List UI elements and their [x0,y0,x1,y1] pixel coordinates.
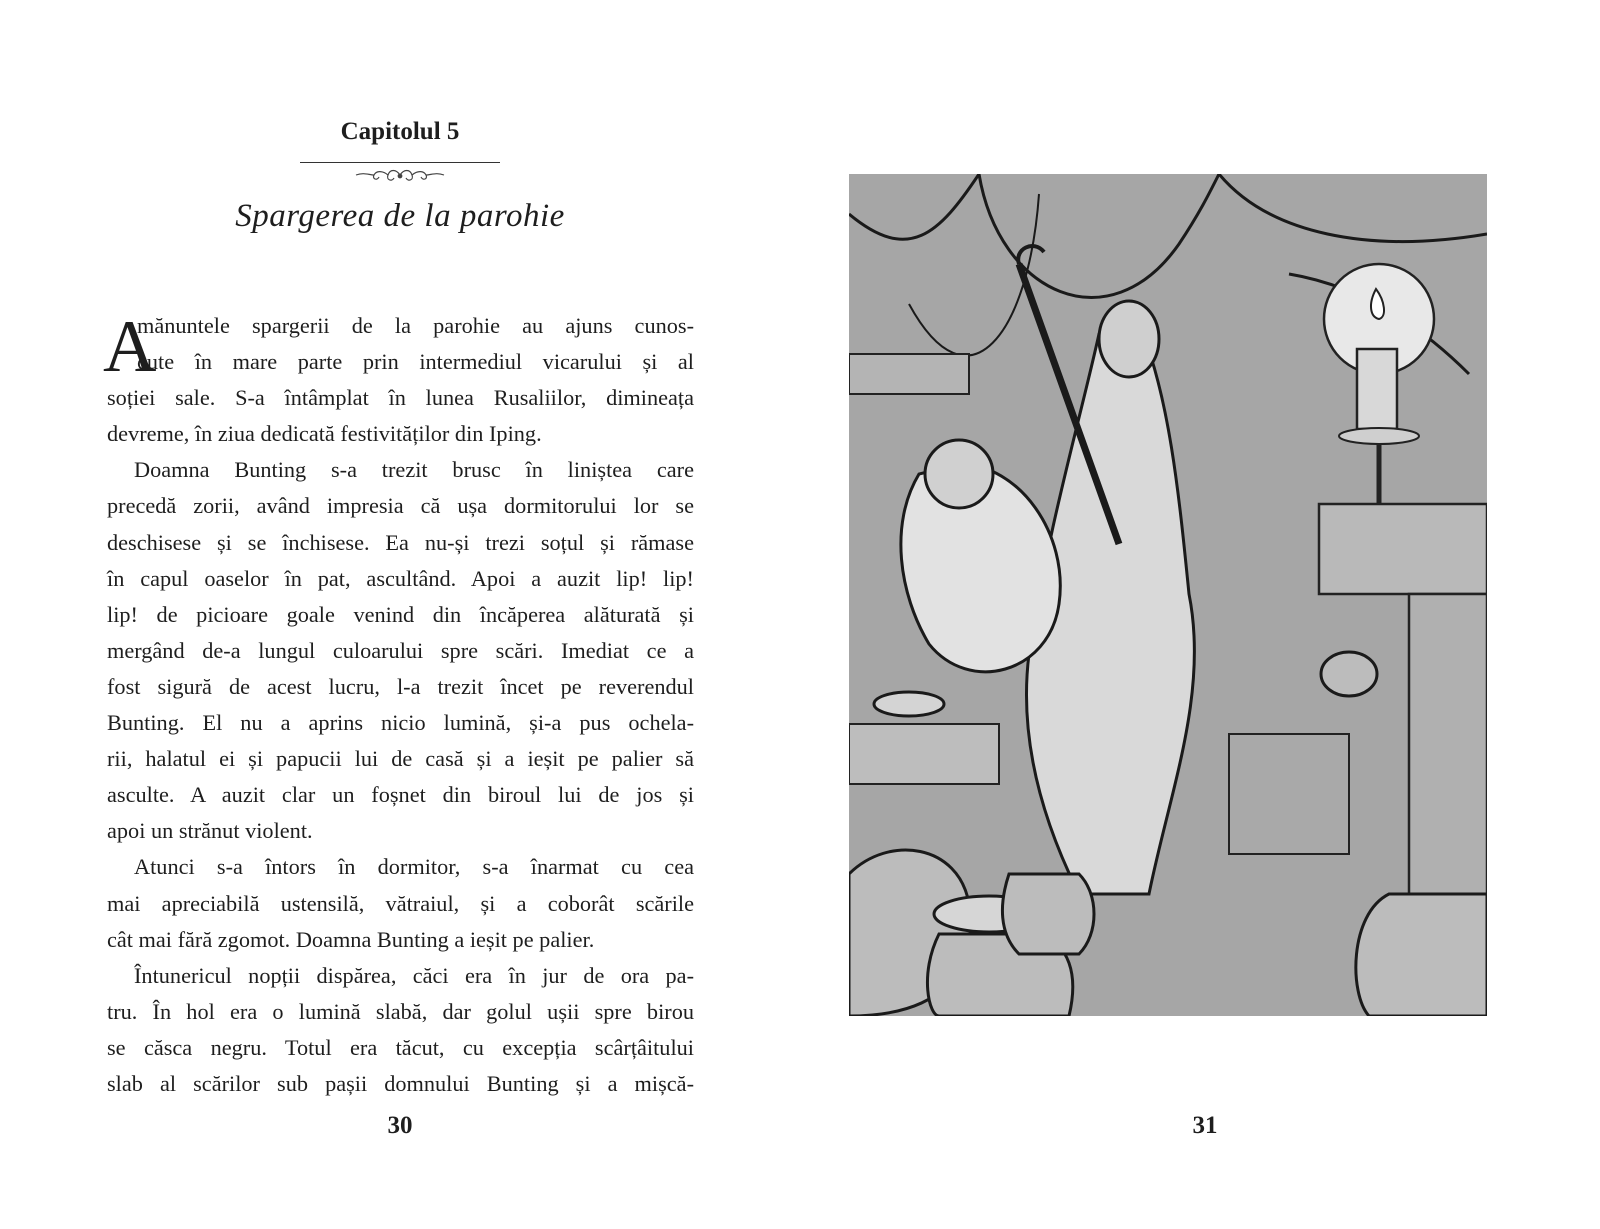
text-line: mergând de-a lungul culoarului spre scări. Imediat ce a [107,637,694,663]
text-line: soției sale. S-a întâmplat în lunea Rusaliilor, dimineața [107,385,694,411]
text-line: Întunericul nopții dispărea, căci era în jur de ora pa- [134,962,694,988]
text-line: fost sigură de acest lucru, l-a trezit încet pe reverendul [107,673,694,699]
text-line: deschisese și se închisese. Ea nu-și trezi soțul și rămase [107,529,694,555]
page-number-left: 30 [387,1112,413,1139]
text-line: cât mai fără zgomot. Doamna Bunting a ieșit pe palier. [107,926,595,952]
text-line: Bunting. El nu a aprins nicio lumină, și-a pus ochela- [107,710,694,736]
text-line: rii, halatul ei și papucii lui de casă și a ieșit pe palier să [107,746,694,772]
chapter-title: Spargerea de la parohie [235,198,565,234]
paragraph [107,849,694,957]
text-line: slab al scărilor sub pașii domnului Bunting și a mișcă- [107,1070,694,1096]
text-line: tru. În hol era o lumină slabă, dar golul ușii spre birou [107,998,694,1024]
chapter-divider [300,162,500,163]
text-line: se căsca negru. Totul era tăcut, cu excepția scârțâitului [107,1034,694,1060]
text-line: mănuntele spargerii de la parohie au ajuns cunos- [137,313,694,338]
illustration-burglary-scene-icon [849,174,1487,1016]
text-line: cute în mare parte prin intermediul vicarului și al [137,349,694,375]
text-line: precedă zorii, având impresia că ușa dormitorului lor se [107,493,694,519]
body-text [103,306,694,1102]
text-line: mai apreciabilă ustensilă, vătraiul, și a coborât scările [107,890,694,916]
chapter-label: Capitolul 5 [340,118,460,145]
text-line: lip! de picioare goale venind din încăperea alăturată și [107,601,694,627]
paragraph [107,958,694,1102]
text-line: asculte. A auzit clar un foșnet din biroul lui de jos și [107,782,694,808]
text-line: în capul oaselor în pat, ascultând. Apoi a auzit lip! lip! [107,565,694,591]
text-line: Doamna Bunting s-a trezit brusc în liniștea care [134,457,694,483]
text-line: devreme, în ziua dedicată festivităților din Iping. [107,421,542,447]
text-line: apoi un strănut violent. [107,818,313,844]
ornament-flourish-icon [350,166,450,184]
paragraph [107,308,694,452]
right-page [800,0,1600,1229]
drop-cap: A [103,306,157,388]
page-number-right: 31 [1192,1112,1218,1139]
text-line: Atunci s-a întors în dormitor, s-a înarmat cu cea [134,854,694,880]
paragraph [107,452,694,849]
